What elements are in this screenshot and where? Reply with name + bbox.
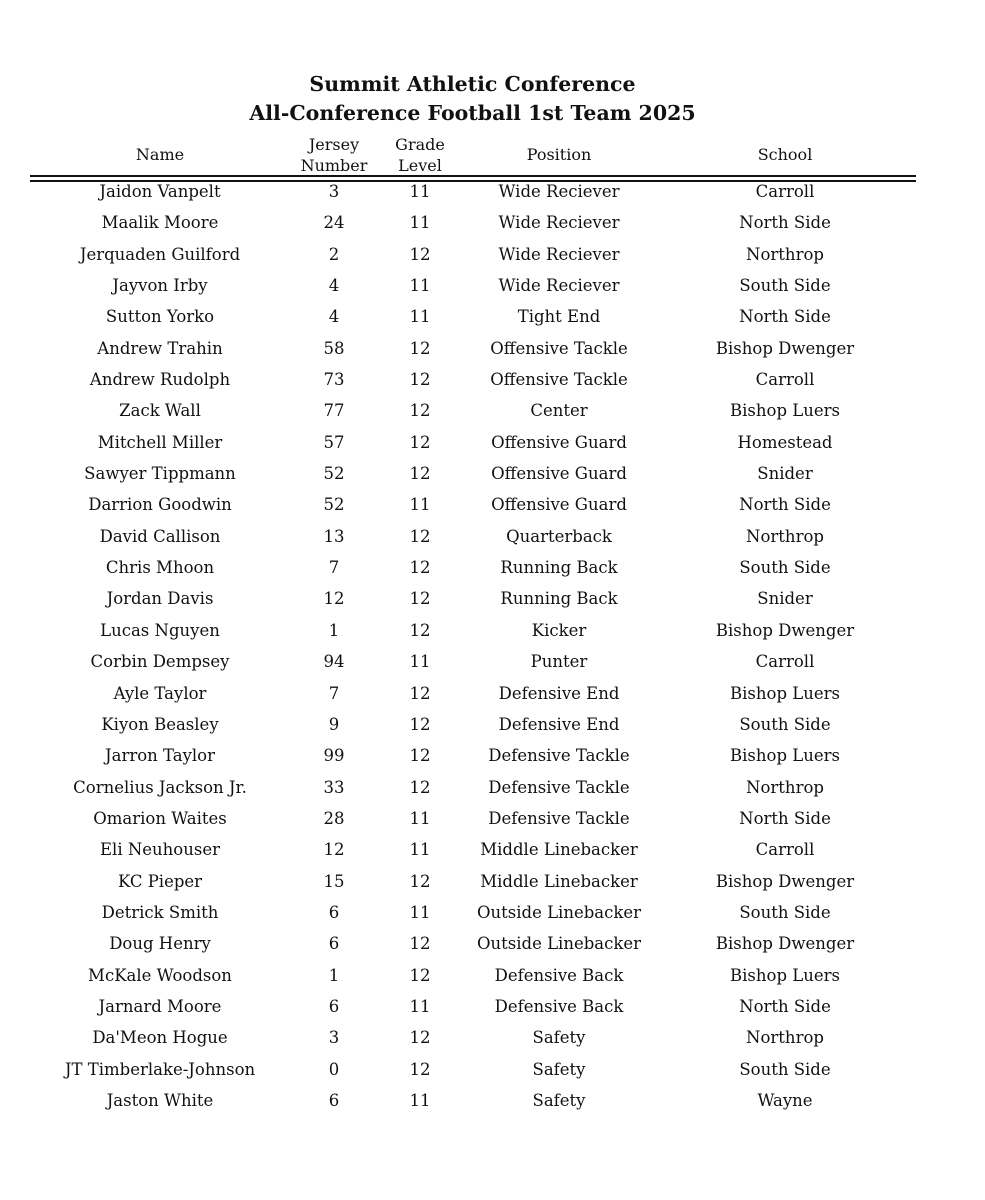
- player-position: Outside Linebacker: [476, 902, 642, 922]
- jersey-number: 7: [328, 683, 340, 703]
- table-row: [0, 647, 945, 678]
- player-name: Kiyon Beasley: [101, 714, 219, 734]
- player-school: Wayne: [757, 1090, 813, 1110]
- jersey-number: 33: [323, 777, 345, 797]
- player-name: JT Timberlake-Johnson: [64, 1059, 256, 1079]
- table-row: [0, 710, 945, 741]
- player-position: Defensive End: [498, 683, 620, 703]
- player-position: Offensive Guard: [491, 464, 627, 484]
- player-position: Offensive Tackle: [490, 338, 628, 358]
- player-position: Defensive Tackle: [488, 746, 630, 766]
- table-row: [0, 898, 945, 929]
- player-name: Darrion Goodwin: [88, 495, 232, 515]
- player-school: South Side: [739, 1059, 831, 1079]
- jersey-number: 0: [328, 1059, 340, 1079]
- player-name: Sutton Yorko: [105, 307, 215, 327]
- table-row: [0, 334, 945, 365]
- grade-level: 12: [409, 244, 431, 264]
- player-name: Lucas Nguyen: [100, 620, 220, 640]
- player-school: Bishop Dwenger: [715, 934, 855, 954]
- jersey-number: 9: [328, 714, 340, 734]
- player-name: Jordan Davis: [106, 589, 214, 609]
- player-school: Carroll: [755, 182, 815, 201]
- player-school: North Side: [739, 495, 831, 515]
- table-row: [0, 961, 945, 992]
- table-row: [0, 459, 945, 490]
- players-table: [0, 177, 945, 1117]
- player-position: Punter: [530, 652, 588, 672]
- player-position: Tight End: [517, 307, 601, 327]
- header-jersey-line2: Number: [300, 156, 368, 175]
- title-conference: Summit Athletic Conference: [309, 72, 636, 96]
- jersey-number: 6: [328, 934, 340, 954]
- player-school: Northrop: [746, 1028, 824, 1048]
- grade-level: 12: [409, 1028, 431, 1048]
- table-row: [0, 992, 945, 1023]
- table-header: [0, 134, 945, 176]
- table-row: [0, 302, 945, 333]
- jersey-number: 7: [328, 558, 340, 578]
- player-name: Omarion Waites: [93, 808, 227, 828]
- header-position: Position: [526, 145, 592, 164]
- grade-level: 11: [409, 808, 431, 828]
- player-position: Safety: [532, 1028, 586, 1048]
- table-row: [0, 929, 945, 960]
- grade-level: 12: [409, 338, 431, 358]
- player-school: Bishop Luers: [730, 746, 840, 766]
- title-team: All-Conference Football 1st Team 2025: [249, 101, 696, 125]
- table-row: [0, 240, 945, 271]
- player-position: Defensive End: [498, 714, 620, 734]
- jersey-number: 52: [323, 464, 345, 484]
- player-school: Bishop Luers: [730, 965, 840, 985]
- player-school: Snider: [757, 589, 813, 609]
- table-row: [0, 490, 945, 521]
- header-jersey-line1: Jersey: [308, 135, 360, 154]
- player-name: Jarron Taylor: [104, 746, 216, 766]
- jersey-number: 24: [323, 213, 345, 233]
- grade-level: 12: [409, 1059, 431, 1079]
- player-school: Northrop: [746, 526, 824, 546]
- grade-level: 11: [409, 652, 431, 672]
- header-grade: [395, 134, 445, 176]
- table-row: [0, 1086, 945, 1117]
- player-position: Safety: [532, 1059, 586, 1079]
- jersey-number: 57: [323, 432, 345, 452]
- player-position: Defensive Tackle: [488, 808, 630, 828]
- player-school: Snider: [757, 464, 813, 484]
- table-row: [0, 804, 945, 835]
- grade-level: 12: [409, 370, 431, 390]
- player-position: Middle Linebacker: [480, 840, 638, 860]
- player-name: Jerquaden Guilford: [79, 244, 241, 264]
- jersey-number: 28: [323, 808, 345, 828]
- player-name: KC Pieper: [117, 871, 203, 891]
- table-row: [0, 773, 945, 804]
- jersey-number: 3: [328, 182, 340, 201]
- table-row: [0, 522, 945, 553]
- player-name: Doug Henry: [109, 934, 211, 954]
- grade-level: 11: [409, 307, 431, 327]
- grade-level: 11: [409, 276, 431, 296]
- player-name: Jarnard Moore: [98, 996, 222, 1016]
- player-school: Carroll: [755, 652, 815, 672]
- grade-level: 12: [409, 401, 431, 421]
- jersey-number: 6: [328, 996, 340, 1016]
- table-row: [0, 271, 945, 302]
- jersey-number: 52: [323, 495, 345, 515]
- table-row: [0, 1055, 945, 1086]
- grade-level: 11: [409, 840, 431, 860]
- grade-level: 12: [409, 558, 431, 578]
- player-school: Bishop Luers: [730, 401, 840, 421]
- player-position: Running Back: [500, 589, 618, 609]
- grade-level: 12: [409, 432, 431, 452]
- player-school: South Side: [739, 276, 831, 296]
- table-row: [0, 428, 945, 459]
- player-position: Wide Reciever: [498, 182, 620, 201]
- grade-level: 12: [409, 871, 431, 891]
- player-school: South Side: [739, 902, 831, 922]
- player-school: Northrop: [746, 777, 824, 797]
- jersey-number: 6: [328, 902, 340, 922]
- player-name: Andrew Trahin: [97, 338, 223, 358]
- player-name: Jaidon Vanpelt: [99, 182, 221, 201]
- player-school: Northrop: [746, 244, 824, 264]
- grade-level: 12: [409, 934, 431, 954]
- player-position: Kicker: [531, 620, 587, 640]
- jersey-number: 99: [323, 746, 345, 766]
- player-name: Detrick Smith: [101, 902, 219, 922]
- header-school: School: [757, 145, 813, 164]
- player-name: McKale Woodson: [88, 965, 232, 985]
- player-position: Outside Linebacker: [476, 934, 642, 954]
- player-name: Corbin Dempsey: [90, 652, 230, 672]
- jersey-number: 12: [323, 840, 345, 860]
- player-school: Bishop Dwenger: [715, 620, 855, 640]
- jersey-number: 4: [328, 307, 340, 327]
- table-row: [0, 396, 945, 427]
- player-name: Da'Meon Hogue: [92, 1028, 228, 1048]
- player-school: North Side: [739, 307, 831, 327]
- player-position: Defensive Back: [494, 965, 624, 985]
- player-name: Chris Mhoon: [105, 558, 215, 578]
- player-position: Offensive Guard: [491, 432, 627, 452]
- player-position: Wide Reciever: [498, 276, 620, 296]
- player-school: Carroll: [755, 840, 815, 860]
- jersey-number: 2: [328, 244, 340, 264]
- player-name: Jaston White: [106, 1090, 214, 1110]
- player-school: Carroll: [755, 370, 815, 390]
- jersey-number: 6: [328, 1090, 340, 1110]
- table-row: [0, 867, 945, 898]
- grade-level: 12: [409, 714, 431, 734]
- table-row: [0, 1023, 945, 1054]
- grade-level: 12: [409, 965, 431, 985]
- player-position: Defensive Tackle: [488, 777, 630, 797]
- header-name: Name: [135, 145, 185, 164]
- player-school: South Side: [739, 558, 831, 578]
- grade-level: 12: [409, 526, 431, 546]
- player-name: Cornelius Jackson Jr.: [73, 777, 247, 797]
- player-position: Offensive Guard: [491, 495, 627, 515]
- table-row: [0, 584, 945, 615]
- table-row: [0, 835, 945, 866]
- grade-level: 12: [409, 589, 431, 609]
- grade-level: 12: [409, 620, 431, 640]
- jersey-number: 73: [323, 370, 345, 390]
- player-name: Andrew Rudolph: [89, 370, 231, 390]
- header-grade-line2: Level: [398, 156, 442, 175]
- table-row: [0, 208, 945, 239]
- grade-level: 11: [409, 902, 431, 922]
- player-school: North Side: [739, 213, 831, 233]
- player-name: Mitchell Miller: [97, 432, 223, 452]
- grade-level: 12: [409, 464, 431, 484]
- player-school: South Side: [739, 714, 831, 734]
- player-name: Ayle Taylor: [113, 683, 207, 703]
- table-row: [0, 553, 945, 584]
- table-row: [0, 616, 945, 647]
- player-position: Running Back: [500, 558, 618, 578]
- grade-level: 11: [409, 1090, 431, 1110]
- jersey-number: 77: [323, 401, 345, 421]
- player-name: Eli Neuhouser: [100, 840, 220, 860]
- player-position: Middle Linebacker: [480, 871, 638, 891]
- player-school: Bishop Dwenger: [715, 871, 855, 891]
- player-school: North Side: [739, 996, 831, 1016]
- grade-level: 11: [409, 182, 431, 201]
- header-grade-line1: Grade: [395, 135, 445, 154]
- header-jersey: [301, 134, 368, 176]
- player-school: Bishop Dwenger: [715, 338, 855, 358]
- grade-level: 11: [409, 495, 431, 515]
- player-name: Zack Wall: [119, 401, 201, 421]
- jersey-number: 12: [323, 589, 345, 609]
- player-position: Safety: [532, 1090, 586, 1110]
- player-position: Wide Reciever: [498, 244, 620, 264]
- grade-level: 12: [409, 683, 431, 703]
- player-position: Quarterback: [506, 526, 612, 546]
- document-title: [0, 70, 945, 128]
- jersey-number: 94: [323, 652, 345, 672]
- table-row: [0, 177, 945, 208]
- table-row: [0, 679, 945, 710]
- table-row: [0, 741, 945, 772]
- grade-level: 11: [409, 213, 431, 233]
- player-name: David Callison: [99, 526, 221, 546]
- jersey-number: 15: [323, 871, 345, 891]
- player-position: Wide Reciever: [498, 213, 620, 233]
- player-position: Offensive Tackle: [490, 370, 628, 390]
- jersey-number: 1: [328, 965, 340, 985]
- player-position: Center: [530, 401, 588, 421]
- grade-level: 11: [409, 996, 431, 1016]
- jersey-number: 3: [328, 1028, 340, 1048]
- player-name: Jayvon Irby: [112, 276, 208, 296]
- player-school: North Side: [739, 808, 831, 828]
- grade-level: 12: [409, 746, 431, 766]
- jersey-number: 13: [323, 526, 345, 546]
- player-school: Bishop Luers: [730, 683, 840, 703]
- player-name: Sawyer Tippmann: [84, 464, 236, 484]
- jersey-number: 4: [328, 276, 340, 296]
- player-name: Maalik Moore: [101, 213, 219, 233]
- jersey-number: 58: [323, 338, 345, 358]
- player-position: Defensive Back: [494, 996, 624, 1016]
- grade-level: 12: [409, 777, 431, 797]
- jersey-number: 1: [328, 620, 340, 640]
- player-school: Homestead: [737, 432, 833, 452]
- table-row: [0, 365, 945, 396]
